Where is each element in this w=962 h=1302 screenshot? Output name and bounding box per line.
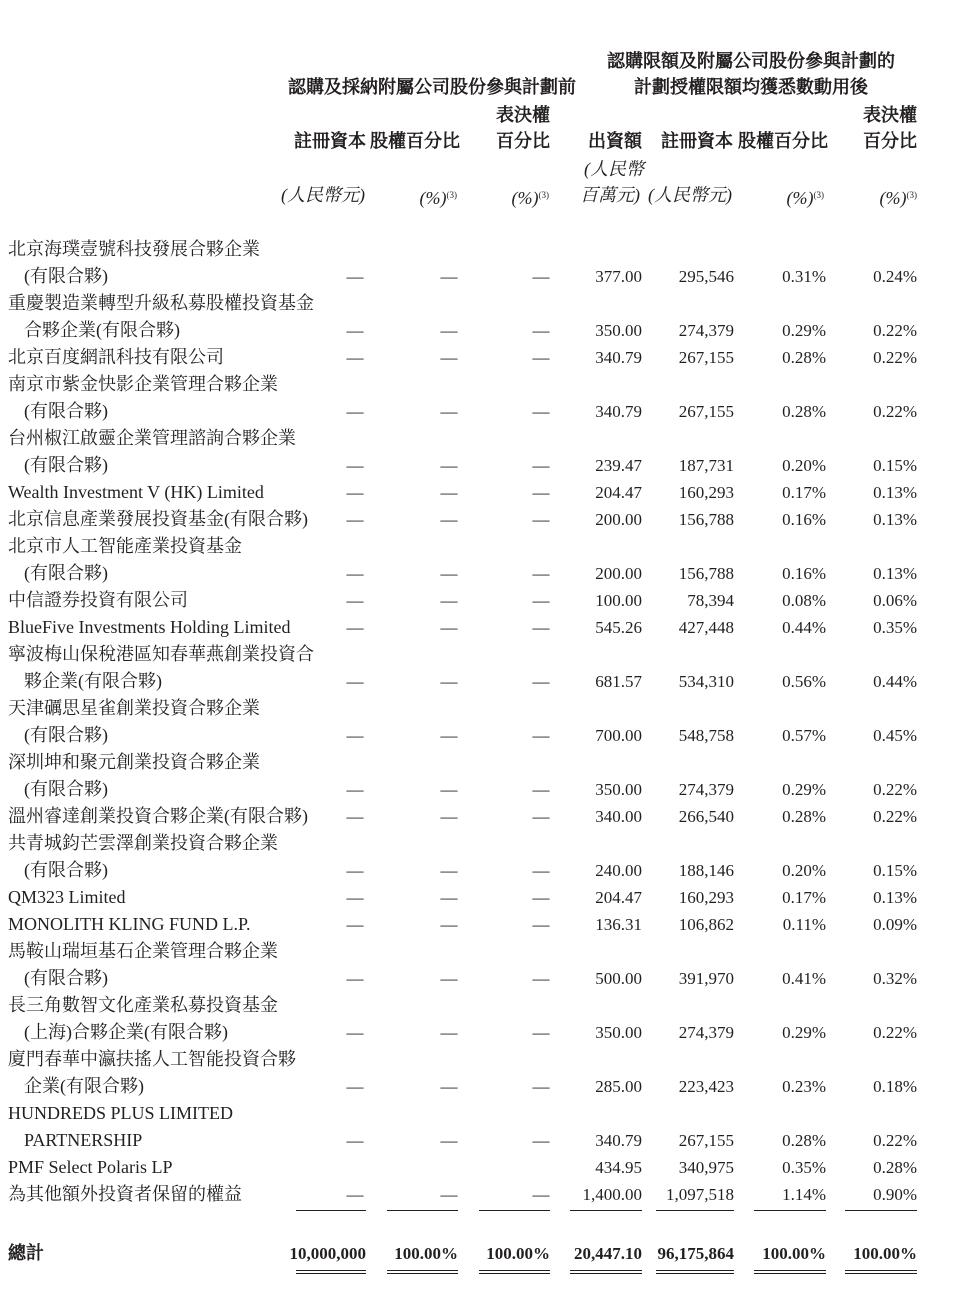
row-cell-c4: 204.47: [595, 888, 642, 907]
row-cell-c3: —: [532, 564, 550, 583]
row-name-line2: (有限合夥): [24, 860, 108, 880]
row-cell-c2: —: [440, 915, 458, 934]
row-cell-c6: 0.20%: [782, 456, 826, 475]
row-cell-c7: 0.44%: [873, 672, 917, 691]
row-cell-c7: 0.15%: [873, 456, 917, 475]
double-rule-col4: [570, 1270, 642, 1274]
row-cell-c4: 700.00: [595, 726, 642, 745]
row-name-line2: 合夥企業(有限合夥): [24, 320, 180, 340]
row-name-line2: PARTNERSHIP: [24, 1130, 143, 1150]
row-cell-c7: 0.18%: [873, 1077, 917, 1096]
rule-col5: [656, 1210, 734, 1211]
unit-pct-4: (%)$^{(3)}$: [879, 188, 917, 208]
row-cell-c2: —: [440, 888, 458, 907]
row-cell-c6: 0.08%: [782, 591, 826, 610]
row-cell-c3: —: [532, 807, 550, 826]
row-name: [8, 938, 278, 992]
row-cell-c1: —: [346, 1185, 364, 1204]
row-name-line1: 台州椒江啟靈企業管理諮詢合夥企業: [8, 428, 296, 448]
row-cell-c2: —: [440, 348, 458, 367]
row-cell-c2: —: [440, 618, 458, 637]
double-rule-col2: [387, 1270, 458, 1274]
row-cell-c2: —: [440, 510, 458, 529]
row-name: [8, 344, 224, 371]
row-cell-c2: —: [440, 1185, 458, 1204]
row-cell-c4: 200.00: [595, 564, 642, 583]
total-reg-capital2: 96,175,864: [657, 1244, 734, 1263]
header-reg-capital2: 註冊資本: [661, 131, 733, 151]
row-name-line1: 重慶製造業轉型升級私募股權投資基金: [8, 293, 314, 313]
row-cell-c5: 427,448: [678, 618, 734, 637]
double-rule-col1: [296, 1270, 366, 1274]
row-name-line2: (有限合夥): [24, 779, 108, 799]
row-name: [8, 1181, 242, 1208]
unit-rmb-2: (人民幣元): [648, 185, 732, 205]
row-cell-c1: —: [346, 618, 364, 637]
row-cell-c2: —: [440, 807, 458, 826]
row-cell-c7: 0.35%: [873, 618, 917, 637]
row-cell-c3: —: [532, 267, 550, 286]
row-cell-c6: 0.29%: [782, 321, 826, 340]
row-cell-c5: 156,788: [678, 564, 734, 583]
row-cell-c1: —: [346, 483, 364, 502]
row-name: [8, 425, 296, 479]
unit-rmb-million-line2: 百萬元): [580, 185, 640, 205]
rule-col7: [845, 1210, 917, 1211]
row-cell-c6: 0.28%: [782, 402, 826, 421]
row-cell-c3: —: [532, 1185, 550, 1204]
row-cell-c5: 160,293: [678, 483, 734, 502]
row-name: [8, 884, 126, 911]
row-cell-c2: —: [440, 564, 458, 583]
row-name-line2: 企業(有限合夥): [24, 1076, 144, 1096]
row-name-line2: 夥企業(有限合夥): [24, 671, 162, 691]
row-name-line1: 北京百度網訊科技有限公司: [8, 347, 224, 367]
rule-col3: [479, 1210, 550, 1211]
row-name: [8, 371, 278, 425]
unit-rmb-million-line1: (人民幣: [584, 159, 644, 179]
row-cell-c6: 0.35%: [782, 1158, 826, 1177]
row-cell-c6: 0.16%: [782, 564, 826, 583]
row-cell-c6: 1.14%: [782, 1185, 826, 1204]
total-equity-pct: 100.00%: [394, 1244, 458, 1263]
header-equity-pct2: 股權百分比: [738, 131, 828, 151]
row-cell-c5: 266,540: [678, 807, 734, 826]
row-cell-c4: 136.31: [595, 915, 642, 934]
row-name: [8, 749, 260, 803]
row-cell-c6: 0.17%: [782, 888, 826, 907]
row-cell-c7: 0.22%: [873, 1023, 917, 1042]
rule-col1: [296, 1210, 366, 1211]
row-name: [8, 236, 260, 290]
unit-pct-3: (%)$^{(3)}$: [786, 188, 824, 208]
row-cell-c1: —: [346, 267, 364, 286]
row-cell-c4: 340.79: [595, 402, 642, 421]
row-cell-c4: 340.00: [595, 807, 642, 826]
row-name: [8, 1046, 296, 1100]
row-cell-c2: —: [440, 456, 458, 475]
row-name-line1: 北京海璞壹號科技發展合夥企業: [8, 239, 260, 259]
double-rule-col5: [656, 1270, 734, 1274]
row-cell-c3: —: [532, 888, 550, 907]
row-name: [8, 641, 314, 695]
row-cell-c3: —: [532, 591, 550, 610]
row-cell-c3: —: [532, 861, 550, 880]
header-reg-capital: 註冊資本: [294, 131, 366, 151]
row-name-line2: (上海)合夥企業(有限合夥): [24, 1022, 228, 1042]
row-name: [8, 479, 264, 506]
row-cell-c5: 274,379: [678, 1023, 734, 1042]
row-cell-c2: —: [440, 780, 458, 799]
unit-pct-1: (%)$^{(3)}$: [419, 188, 457, 208]
row-cell-c4: 239.47: [595, 456, 642, 475]
row-cell-c6: 0.31%: [782, 267, 826, 286]
row-name: [8, 1154, 173, 1181]
row-cell-c3: —: [532, 321, 550, 340]
row-cell-c6: 0.23%: [782, 1077, 826, 1096]
row-cell-c6: 0.29%: [782, 1023, 826, 1042]
row-name-line1: 共青城鈞芒雲澤創業投資合夥企業: [8, 833, 278, 853]
row-cell-c2: —: [440, 861, 458, 880]
total-contribution: 20,447.10: [574, 1244, 642, 1263]
row-cell-c7: 0.22%: [873, 402, 917, 421]
row-cell-c7: 0.22%: [873, 1131, 917, 1150]
row-cell-c4: 350.00: [595, 780, 642, 799]
row-name-line1: 北京信息產業發展投資基金(有限合夥): [8, 509, 308, 529]
row-cell-c7: 0.13%: [873, 510, 917, 529]
row-cell-c5: 534,310: [678, 672, 734, 691]
row-cell-c4: 377.00: [595, 267, 642, 286]
header-group-before: 認購及採納附屬公司股份參與計劃前: [288, 77, 576, 97]
row-cell-c7: 0.24%: [873, 267, 917, 286]
row-cell-c7: 0.09%: [873, 915, 917, 934]
unit-rmb: (人民幣元): [281, 185, 365, 205]
row-cell-c6: 0.44%: [782, 618, 826, 637]
row-cell-c2: —: [440, 672, 458, 691]
row-cell-c1: —: [346, 861, 364, 880]
total-equity-pct2: 100.00%: [762, 1244, 826, 1263]
row-name-line1: 南京市紫金快影企業管理合夥企業: [8, 374, 278, 394]
row-cell-c5: 223,423: [678, 1077, 734, 1096]
row-cell-c7: 0.90%: [873, 1185, 917, 1204]
row-cell-c3: —: [532, 456, 550, 475]
rule-col2: [387, 1210, 458, 1211]
row-cell-c6: 0.11%: [782, 915, 826, 934]
row-cell-c7: 0.13%: [873, 483, 917, 502]
row-cell-c5: 267,155: [678, 348, 734, 367]
row-cell-c3: —: [532, 969, 550, 988]
row-cell-c7: 0.13%: [873, 888, 917, 907]
row-cell-c2: —: [440, 726, 458, 745]
row-name-line1: 長三角數智文化產業私募投資基金: [8, 995, 278, 1015]
row-cell-c3: —: [532, 672, 550, 691]
row-cell-c2: —: [440, 267, 458, 286]
row-cell-c7: 0.45%: [873, 726, 917, 745]
row-cell-c3: —: [532, 483, 550, 502]
row-cell-c2: —: [440, 969, 458, 988]
row-cell-c1: —: [346, 807, 364, 826]
row-cell-c7: 0.32%: [873, 969, 917, 988]
row-cell-c6: 0.56%: [782, 672, 826, 691]
row-cell-c6: 0.17%: [782, 483, 826, 502]
row-cell-c4: 500.00: [595, 969, 642, 988]
row-cell-c5: 267,155: [678, 402, 734, 421]
row-cell-c3: —: [532, 348, 550, 367]
row-name-line1: MONOLITH KLING FUND L.P.: [8, 914, 251, 934]
row-name-line1: HUNDREDS PLUS LIMITED: [8, 1103, 233, 1123]
row-cell-c3: —: [532, 618, 550, 637]
row-name-line1: 寧波梅山保稅港區知春華燕創業投資合: [8, 644, 314, 664]
row-cell-c3: —: [532, 1131, 550, 1150]
row-name: [8, 533, 242, 587]
row-cell-c7: 0.15%: [873, 861, 917, 880]
row-cell-c5: 1,097,518: [666, 1185, 734, 1204]
row-name: [8, 290, 314, 344]
total-voting-pct2: 100.00%: [853, 1244, 917, 1263]
row-cell-c5: 187,731: [678, 456, 734, 475]
row-cell-c7: 0.22%: [873, 780, 917, 799]
row-cell-c4: 350.00: [595, 321, 642, 340]
row-name-line1: 為其他額外投資者保留的權益: [8, 1184, 242, 1204]
row-cell-c5: 295,546: [678, 267, 734, 286]
header-voting-line1: 表決權: [496, 105, 550, 125]
row-cell-c4: 681.57: [595, 672, 642, 691]
header-voting-line2: 百分比: [496, 131, 550, 151]
row-name-line1: BlueFive Investments Holding Limited: [8, 617, 291, 637]
row-cell-c1: —: [346, 969, 364, 988]
row-name-line1: 天津礪思星雀創業投資合夥企業: [8, 698, 260, 718]
row-cell-c1: —: [346, 1023, 364, 1042]
row-cell-c1: —: [346, 915, 364, 934]
row-cell-c1: —: [346, 402, 364, 421]
row-cell-c5: 156,788: [678, 510, 734, 529]
row-cell-c2: —: [440, 402, 458, 421]
row-name-line1: 北京市人工智能產業投資基金: [8, 536, 242, 556]
row-cell-c2: —: [440, 483, 458, 502]
row-cell-c2: —: [440, 1023, 458, 1042]
row-name: [8, 695, 260, 749]
row-cell-c5: 78,394: [687, 591, 734, 610]
row-cell-c6: 0.28%: [782, 348, 826, 367]
row-cell-c6: 0.28%: [782, 807, 826, 826]
row-cell-c7: 0.22%: [873, 348, 917, 367]
row-cell-c3: —: [532, 915, 550, 934]
row-cell-c5: 548,758: [678, 726, 734, 745]
rule-col4: [570, 1210, 642, 1211]
row-cell-c6: 0.28%: [782, 1131, 826, 1150]
row-cell-c5: 391,970: [678, 969, 734, 988]
rule-col6: [754, 1210, 826, 1211]
row-name-line1: PMF Select Polaris LP: [8, 1157, 173, 1177]
row-cell-c3: —: [532, 726, 550, 745]
row-cell-c6: 0.20%: [782, 861, 826, 880]
total-reg-capital: 10,000,000: [289, 1244, 366, 1263]
row-cell-c4: 340.79: [595, 1131, 642, 1150]
row-cell-c5: 340,975: [678, 1158, 734, 1177]
row-cell-c1: —: [346, 591, 364, 610]
row-cell-c2: —: [440, 1077, 458, 1096]
row-cell-c4: 100.00: [595, 591, 642, 610]
row-cell-c3: —: [532, 1023, 550, 1042]
row-name-line2: (有限合夥): [24, 455, 108, 475]
row-cell-c6: 0.57%: [782, 726, 826, 745]
row-cell-c4: 1,400.00: [582, 1185, 642, 1204]
row-cell-c3: —: [532, 1077, 550, 1096]
row-cell-c1: —: [346, 321, 364, 340]
row-cell-c4: 285.00: [595, 1077, 642, 1096]
row-name: [8, 911, 251, 938]
row-cell-c4: 204.47: [595, 483, 642, 502]
row-cell-c1: —: [346, 1131, 364, 1150]
row-name-line2: (有限合夥): [24, 725, 108, 745]
row-cell-c3: —: [532, 510, 550, 529]
row-cell-c4: 434.95: [595, 1158, 642, 1177]
row-cell-c7: 0.28%: [873, 1158, 917, 1177]
row-name-line1: 廈門春華中瀛扶搖人工智能投資合夥: [8, 1049, 296, 1069]
row-name: [8, 1100, 233, 1154]
row-name-line1: 溫州睿達創業投資合夥企業(有限合夥): [8, 806, 308, 826]
double-rule-col6: [754, 1270, 826, 1274]
row-cell-c1: —: [346, 780, 364, 799]
row-cell-c4: 350.00: [595, 1023, 642, 1042]
row-cell-c1: —: [346, 672, 364, 691]
double-rule-col7: [845, 1270, 917, 1274]
row-cell-c5: 267,155: [678, 1131, 734, 1150]
total-voting-pct: 100.00%: [486, 1244, 550, 1263]
unit-pct-2: (%)$^{(3)}$: [511, 188, 549, 208]
row-cell-c5: 188,146: [678, 861, 734, 880]
total-label: 總計: [8, 1243, 44, 1263]
row-name-line1: 深圳坤和聚元創業投資合夥企業: [8, 752, 260, 772]
header-voting2-line1: 表決權: [863, 105, 917, 125]
row-cell-c1: —: [346, 348, 364, 367]
row-cell-c7: 0.06%: [873, 591, 917, 610]
row-cell-c1: —: [346, 726, 364, 745]
row-cell-c1: —: [346, 564, 364, 583]
row-name-line2: (有限合夥): [24, 563, 108, 583]
row-cell-c7: 0.22%: [873, 321, 917, 340]
header-group-after-line2: 計劃授權限額均獲悉數動用後: [634, 77, 868, 97]
double-rule-col3: [479, 1270, 550, 1274]
row-name-line1: 馬鞍山瑞垣基石企業管理合夥企業: [8, 941, 278, 961]
header-equity-pct: 股權百分比: [370, 131, 460, 151]
row-cell-c4: 200.00: [595, 510, 642, 529]
row-name-line1: Wealth Investment V (HK) Limited: [8, 482, 264, 502]
row-cell-c5: 106,862: [678, 915, 734, 934]
row-cell-c1: —: [346, 888, 364, 907]
row-name-line2: (有限合夥): [24, 266, 108, 286]
row-name: [8, 506, 308, 533]
row-cell-c7: 0.13%: [873, 564, 917, 583]
row-cell-c1: —: [346, 510, 364, 529]
row-cell-c1: —: [346, 456, 364, 475]
row-name-line2: (有限合夥): [24, 968, 108, 988]
row-name: [8, 803, 308, 830]
row-cell-c4: 545.26: [595, 618, 642, 637]
row-name: [8, 587, 188, 614]
row-cell-c5: 160,293: [678, 888, 734, 907]
row-cell-c5: 274,379: [678, 321, 734, 340]
row-cell-c2: —: [440, 591, 458, 610]
row-cell-c2: —: [440, 1131, 458, 1150]
row-cell-c4: 240.00: [595, 861, 642, 880]
row-cell-c3: —: [532, 780, 550, 799]
header-group-after-line1: 認購限額及附屬公司股份參與計劃的: [607, 51, 895, 71]
header-voting2-line2: 百分比: [863, 131, 917, 151]
row-cell-c2: —: [440, 321, 458, 340]
row-cell-c1: —: [346, 1077, 364, 1096]
row-name: [8, 992, 278, 1046]
row-name-line2: (有限合夥): [24, 401, 108, 421]
row-name: [8, 830, 278, 884]
row-cell-c6: 0.29%: [782, 780, 826, 799]
row-name-line1: QM323 Limited: [8, 887, 126, 907]
row-cell-c6: 0.41%: [782, 969, 826, 988]
row-cell-c5: 274,379: [678, 780, 734, 799]
row-name-line1: 中信證券投資有限公司: [8, 590, 188, 610]
row-cell-c6: 0.16%: [782, 510, 826, 529]
row-cell-c7: 0.22%: [873, 807, 917, 826]
row-cell-c3: —: [532, 402, 550, 421]
row-name: [8, 614, 290, 641]
header-contribution: 出資額: [588, 131, 642, 151]
row-cell-c4: 340.79: [595, 348, 642, 367]
